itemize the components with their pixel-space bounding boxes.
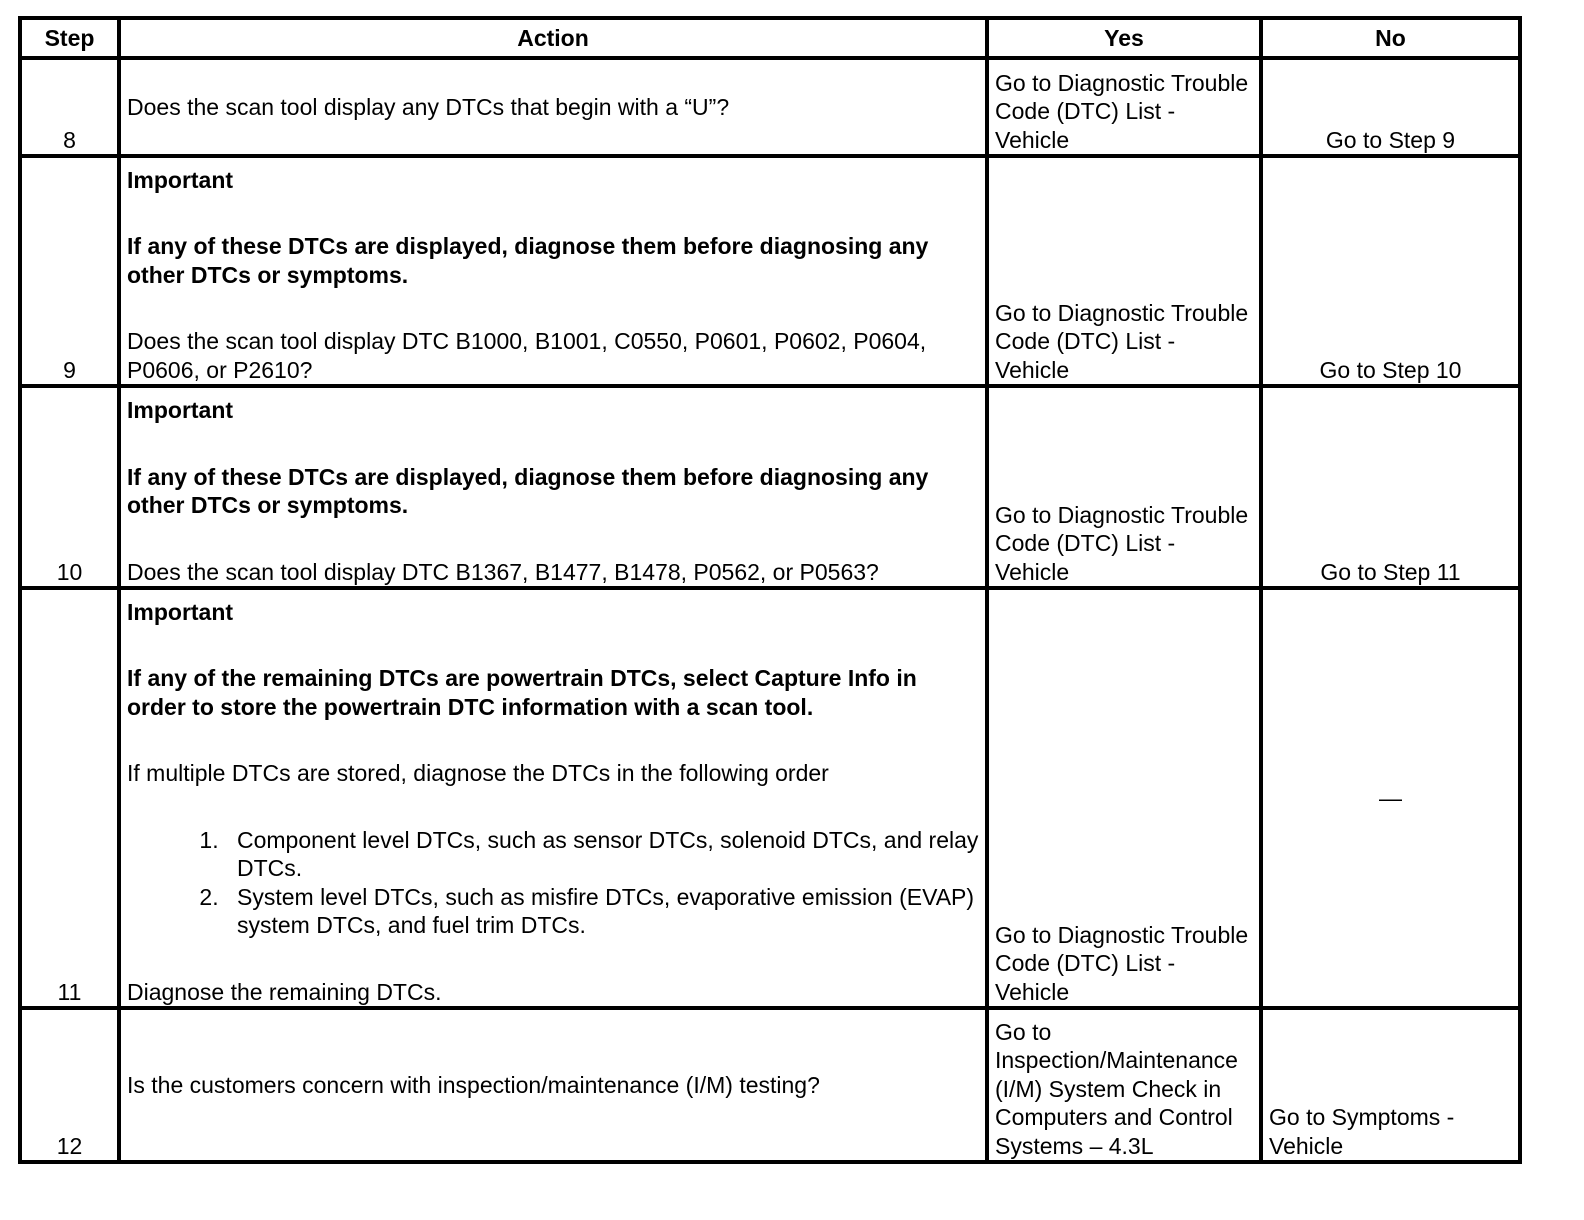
header-yes: Yes xyxy=(987,18,1261,58)
table-row xyxy=(20,588,1520,1008)
action-cell: Is the customers concern with inspection/maintenance (I/M) testing? xyxy=(119,1008,987,1162)
important-label: Important xyxy=(127,166,234,193)
order-intro: If multiple DTCs are stored, diagnose the DTCs in the following order xyxy=(127,760,829,786)
no-dash: — xyxy=(1261,588,1520,1008)
important-label: Important xyxy=(127,598,234,625)
yes-link[interactable]: Go to Diagnostic Trouble Code (DTC) List - Vehicle xyxy=(987,588,1261,1008)
yes-link[interactable]: Go to Diagnostic Trouble Code (DTC) List - Vehicle xyxy=(987,156,1261,386)
action-cell: Does the scan tool display any DTCs that begin with a “U”? xyxy=(119,58,987,156)
important-note: If any of these DTCs are displayed, diagnose them before diagnosing any other DTCs or symptoms. xyxy=(127,233,929,288)
no-link[interactable]: Go to Step 10 xyxy=(1261,156,1520,386)
diagnosis-order-list xyxy=(127,826,979,940)
action-instruction: Diagnose the remaining DTCs. xyxy=(127,978,442,1005)
no-link[interactable]: Go to Step 9 xyxy=(1261,58,1520,156)
yes-link[interactable]: Go to Diagnostic Trouble Code (DTC) List - Vehicle xyxy=(987,58,1261,156)
table-row xyxy=(20,156,1520,386)
list-item: 2. System level DTCs, such as misfire DTCs, evaporative emission (EVAP) system DTCs, and fuel trim DTCs. xyxy=(225,883,979,940)
step-number: 9 xyxy=(20,156,119,386)
action-question: Does the scan tool display DTC B1000, B1001, C0550, P0601, P0602, P0604, P0606, or P2610? xyxy=(127,328,927,383)
important-label: Important xyxy=(127,397,234,423)
diagnostic-table xyxy=(18,16,1522,1164)
no-link[interactable]: Go to Step 11 xyxy=(1261,386,1520,588)
action-cell xyxy=(119,156,987,386)
no-link[interactable]: Go to Symptoms - Vehicle xyxy=(1261,1008,1520,1162)
header-action: Action xyxy=(119,18,987,58)
important-note: If any of these DTCs are displayed, diagnose them before diagnosing any other DTCs or symptoms. xyxy=(127,463,929,518)
table-row xyxy=(20,58,1520,156)
header-no: No xyxy=(1261,18,1520,58)
step-number: 12 xyxy=(20,1008,119,1162)
action-question: Does the scan tool display DTC B1367, B1477, B1478, P0562, or P0563? xyxy=(127,558,879,585)
list-item: 1. Component level DTCs, such as sensor DTCs, solenoid DTCs, and relay DTCs. xyxy=(225,826,979,883)
step-number: 11 xyxy=(20,588,119,1008)
action-cell xyxy=(119,386,987,588)
yes-link[interactable]: Go to Inspection/Maintenance (I/M) System Check in Computers and Control Systems – 4.3L xyxy=(987,1008,1261,1162)
important-note: If any of the remaining DTCs are powertrain DTCs, select Capture Info in order to store the powertrain DTC information with a scan tool. xyxy=(127,665,917,720)
step-number: 8 xyxy=(20,58,119,156)
header-row xyxy=(20,18,1520,58)
action-cell xyxy=(119,588,987,1008)
header-step: Step xyxy=(20,18,119,58)
table-row xyxy=(20,386,1520,588)
yes-link[interactable]: Go to Diagnostic Trouble Code (DTC) List - Vehicle xyxy=(987,386,1261,588)
table-row xyxy=(20,1008,1520,1162)
step-number: 10 xyxy=(20,386,119,588)
